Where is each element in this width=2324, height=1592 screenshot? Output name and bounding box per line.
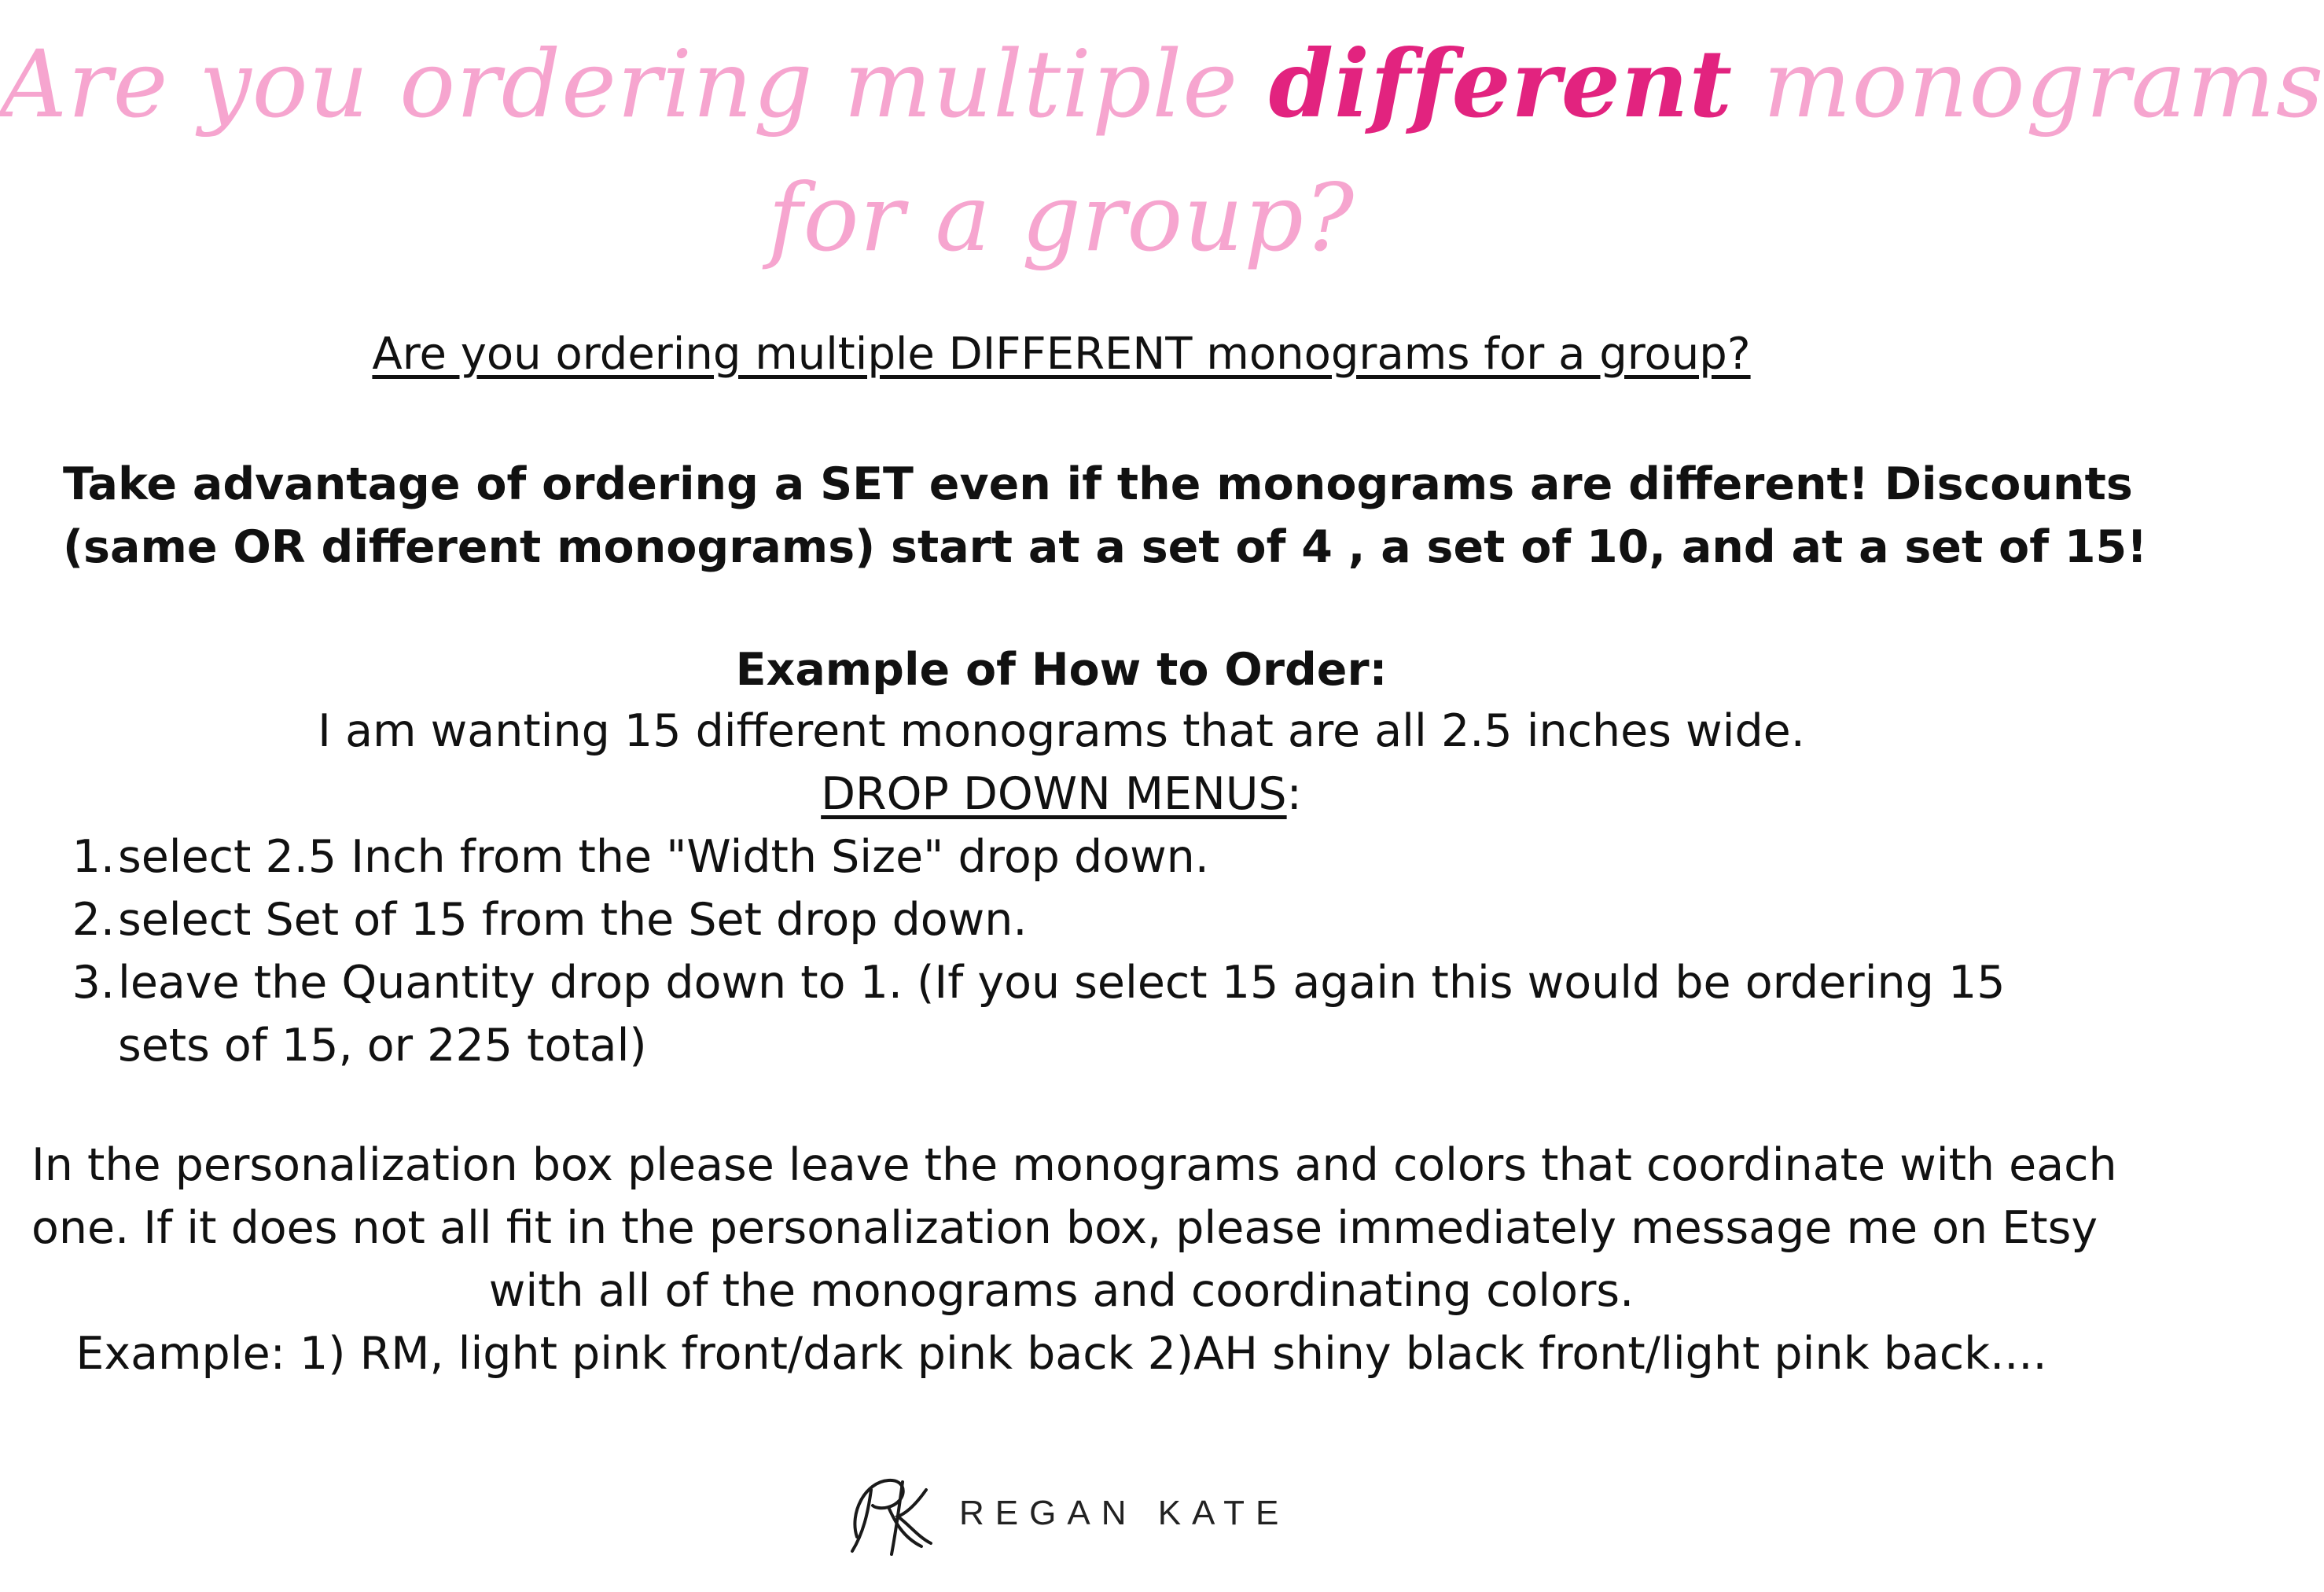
promo-line-2: (same OR different monograms) start at a set of 4 , a set of 10, and at a set of 15! xyxy=(63,521,2148,573)
order-steps-list xyxy=(55,825,2099,1077)
personalization-line-3: with all of the monograms and coordinating colors. xyxy=(488,1265,1635,1317)
step-number: 1. xyxy=(72,831,115,883)
dropdown-menus-colon: : xyxy=(1286,768,1302,820)
example-heading: Example of How to Order: xyxy=(735,644,1388,696)
personalization-line-4: Example: 1) RM, light pink front/dark pink back 2)AH shiny black front/light pink back.... xyxy=(75,1328,2047,1380)
personalization-paragraph xyxy=(31,1134,2117,1385)
list-item xyxy=(55,951,2099,1077)
rk-monogram-logo-icon xyxy=(833,1458,943,1568)
brand-name: REGAN KATE xyxy=(959,1494,1290,1532)
headline-line-1 xyxy=(0,29,2324,138)
dropdown-menus-label xyxy=(0,763,2123,825)
headline-accent-word: different xyxy=(1268,29,1734,138)
promo-line-1: Take advantage of ordering a SET even if the monograms are different! Discounts xyxy=(63,458,2133,510)
subheading: Are you ordering multiple DIFFERENT monograms for a group? xyxy=(372,329,1751,380)
list-item xyxy=(55,825,2099,888)
headline-line-2: for a group? xyxy=(767,164,1355,272)
step-text: select 2.5 Inch from the "Width Size" drop down. xyxy=(118,831,1209,883)
promo-paragraph xyxy=(63,453,2148,579)
step-text: leave the Quantity drop down to 1. (If you select 15 again this would be ordering 15 sets of 15, or 225 total) xyxy=(118,957,2006,1072)
headline-text-start: Are you ordering multiple xyxy=(0,30,1269,138)
headline-text-end: monograms xyxy=(1733,30,2324,138)
step-number: 3. xyxy=(72,957,115,1009)
step-text: select Set of 15 from the Set drop down. xyxy=(118,894,1028,946)
list-item xyxy=(55,888,2099,951)
personalization-line-1: In the personalization box please leave the monograms and colors that coordinate with each xyxy=(31,1139,2117,1191)
personalization-line-2: one. If it does not all fit in the personalization box, please immediately message me on Etsy xyxy=(31,1202,2098,1254)
step-number: 2. xyxy=(72,894,115,946)
dropdown-menus-text: DROP DOWN MENUS xyxy=(821,768,1287,820)
brand-logo xyxy=(833,1458,1305,1568)
example-line: I am wanting 15 different monograms that are all 2.5 inches wide. xyxy=(318,705,1805,757)
